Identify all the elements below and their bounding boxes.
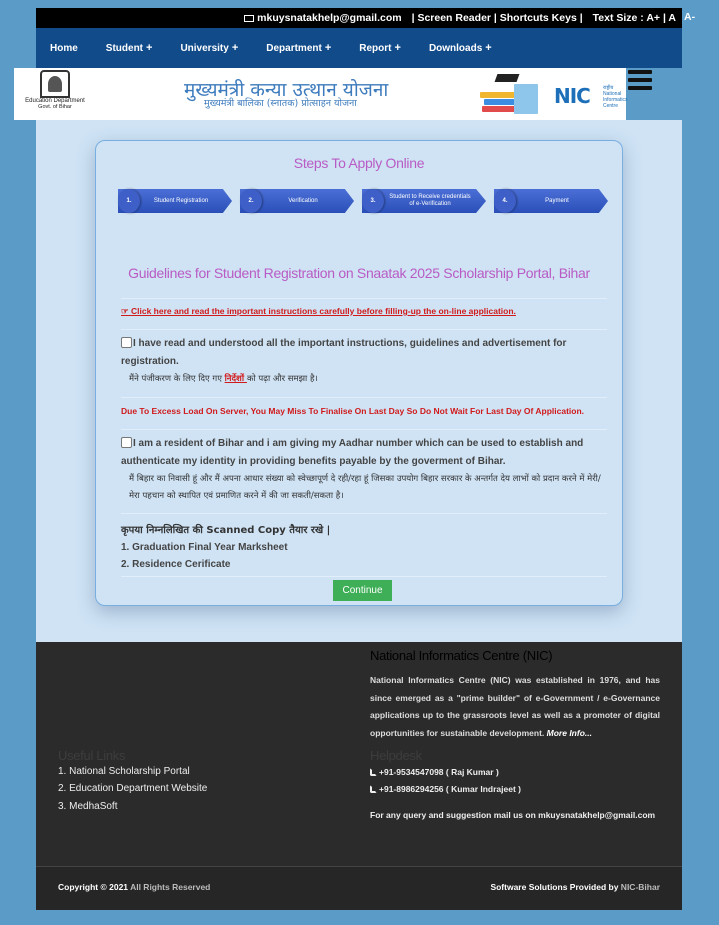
hamburger-menu-icon[interactable]	[628, 70, 652, 96]
helpdesk-phone: +91-8986294256 ( Kumar Indrajeet )	[370, 784, 521, 794]
nic-description: National Informatics Centre (NIC) was established in 1976, and has since emerged as a "prime builder" of e-Government / e-Governance applications up to the grassroots level as well as a promoter of digital opportunities for sustainable development. More Info...	[370, 675, 660, 738]
useful-links-heading: Useful Links	[58, 748, 126, 763]
hand-pointer-icon: ☞	[121, 306, 131, 316]
useful-link-education-dept[interactable]: 2. Education Department Website	[58, 783, 208, 794]
instructions-agree-text: I have read and understood all the important instructions, guidelines and advertisement for registration.	[121, 338, 567, 367]
footer	[36, 642, 682, 866]
nic-logo-text: राष्ट्रीय National Informatics Centre	[603, 85, 628, 109]
useful-link-nsp[interactable]: 1. National Scholarship Portal	[58, 766, 190, 777]
scheme-subtitle: मुख्यमंत्री बालिका (स्नातक) प्रोत्साहन योजना	[204, 98, 357, 109]
text-size-decrease[interactable]: A-	[684, 11, 696, 23]
nav-report[interactable]: Report +	[359, 42, 401, 54]
step-2: 2. Verification	[240, 189, 354, 213]
credit-text: Software Solutions Provided by NIC-Bihar	[490, 882, 660, 892]
aadhar-consent-hindi: मैं बिहार का निवासी हूं और मैं अपना आधार संख्या को स्वेच्छापूर्ण दे रही/रहा हूं जिसका उपयोग बिहार सरकार के अन्तर्गत देय लाभों को प्रदान करने में मेरी/मेरा पहचान को स्थापित एवं प्रमाणित करने में की जा सकती/सकता है।	[129, 474, 601, 501]
steps-card	[95, 140, 623, 606]
nav-department[interactable]: Department +	[266, 42, 332, 54]
expand-icon: +	[324, 42, 332, 54]
state-emblem-logo: Education Department Govt. of Bihar	[20, 70, 90, 120]
expand-icon: +	[146, 42, 153, 54]
contact-email[interactable]: mkuysnatakhelp@gmail.com	[257, 12, 402, 24]
emblem-icon	[40, 70, 70, 98]
envelope-icon	[244, 15, 254, 22]
nav-downloads[interactable]: Downloads +	[428, 42, 492, 54]
step-3: 3. Student to Receive credentials of e-Verification	[362, 189, 486, 213]
phone-icon	[370, 785, 377, 793]
nic-heading: National Informatics Centre (NIC)	[370, 648, 553, 663]
expand-icon: +	[485, 42, 492, 54]
server-load-warning: Due To Excess Load On Server, You May Miss To Finalise On Last Day So Do Not Wait For Last Day Of Application.	[121, 406, 585, 416]
helpdesk-phone: +91-9534547098 ( Raj Kumar )	[370, 767, 499, 777]
guidelines-title: Guidelines for Student Registration on Snaatak 2025 Scholarship Portal, Bihar	[128, 265, 590, 281]
scheme-title: मुख्यमंत्री कन्या उत्थान योजना	[184, 79, 389, 101]
top-bar	[36, 8, 682, 28]
expand-icon: +	[394, 42, 401, 54]
books-graduation-cap-illustration	[474, 72, 544, 116]
accessibility-links[interactable]: | Screen Reader | Shortcuts Keys |	[411, 12, 583, 24]
useful-link-medhasoft[interactable]: 3. MedhaSoft	[58, 801, 118, 812]
document-item: 2. Residence Cerificate	[121, 559, 231, 570]
step-1: 1. Student Registration	[118, 189, 232, 213]
step-4: 4. Payment	[494, 189, 608, 213]
documents-heading: कृपया निम्नलिखित की Scanned Copy तैयार रखे |	[121, 525, 331, 536]
helpdesk-email-text: For any query and suggestion mail us on mkuysnatakhelp@gmail.com	[370, 810, 656, 820]
phone-icon	[370, 768, 377, 776]
expand-icon: +	[231, 42, 239, 54]
more-info-link[interactable]: More Info...	[546, 727, 592, 738]
instructions-agree-hindi: मैंने पंजीकरण के लिए दिए गए निर्देशों को पढ़ा और समझा है।	[129, 374, 318, 384]
nav-home[interactable]: Home	[50, 42, 78, 54]
steps-title: Steps To Apply Online	[293, 155, 425, 171]
nic-logo: NIC	[554, 84, 590, 108]
instructions-link[interactable]: ☞ Click here and read the important instructions carefully before filling-up the on-line application.	[121, 306, 516, 316]
main-nav	[36, 28, 682, 68]
nav-student[interactable]: Student +	[105, 42, 153, 54]
helpdesk-heading: Helpdesk	[370, 748, 422, 763]
copyright-text: Copyright © 2021 All Rights Reserved	[58, 882, 211, 892]
header-banner	[14, 68, 626, 120]
nav-university[interactable]: University +	[180, 42, 239, 54]
aadhar-consent-text: I am a resident of Bihar and i am giving my Aadhar number which can be used to establish and authenticate my identity in providing benefits payable by the goverment of Bihar.	[121, 438, 584, 467]
copyright-bar	[36, 866, 682, 910]
text-size-controls[interactable]: Text Size : A+ | A	[592, 12, 676, 24]
continue-button[interactable]: Continue	[333, 580, 392, 601]
document-item: 1. Graduation Final Year Marksheet	[121, 542, 288, 553]
instructions-hindi-link[interactable]: निर्देशों	[224, 374, 247, 384]
